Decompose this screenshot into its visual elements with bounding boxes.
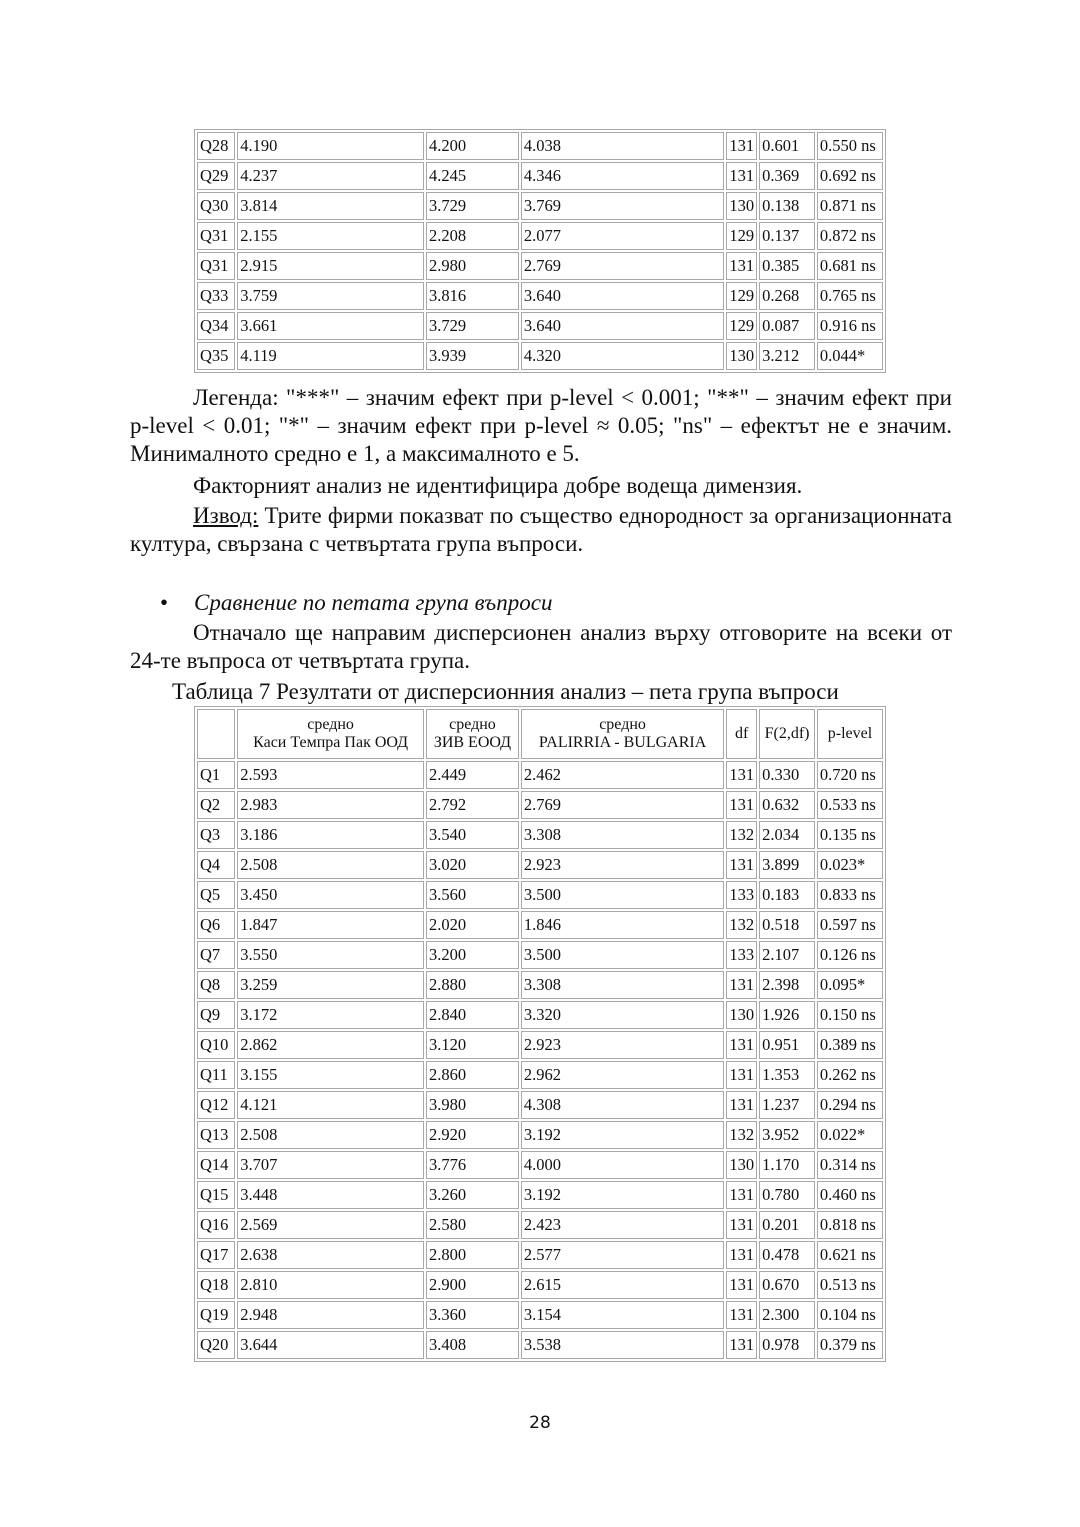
- company-3-cell: 3.500: [521, 881, 724, 909]
- table-row: [197, 1001, 883, 1029]
- f-cell: 0.268: [759, 282, 815, 310]
- df-cell: 131: [726, 761, 757, 789]
- company-1-cell: 2.569: [237, 1211, 424, 1239]
- company-3-cell: 3.769: [521, 192, 724, 220]
- company-3-cell: 2.462: [521, 761, 724, 789]
- company-1-cell: 3.450: [237, 881, 424, 909]
- company-2-cell: 3.020: [426, 851, 519, 879]
- results-table-group-5: [194, 706, 886, 1362]
- df-cell: 131: [726, 791, 757, 819]
- df-cell: 131: [726, 1211, 757, 1239]
- company-2-cell: 2.880: [426, 971, 519, 999]
- company-2-cell: 2.792: [426, 791, 519, 819]
- df-cell: 131: [726, 1331, 757, 1359]
- company-1-cell: 3.172: [237, 1001, 424, 1029]
- table-body: [197, 132, 883, 370]
- company-1-cell: 2.862: [237, 1031, 424, 1059]
- question-cell: Q7: [197, 941, 235, 969]
- df-cell: 130: [726, 342, 757, 370]
- company-2-cell: 3.260: [426, 1181, 519, 1209]
- p-level-cell: 0.126 ns: [817, 941, 883, 969]
- company-1-cell: 3.259: [237, 971, 424, 999]
- df-cell: 131: [726, 1271, 757, 1299]
- df-cell: 133: [726, 881, 757, 909]
- company-1-cell: 4.119: [237, 342, 424, 370]
- p-level-cell: 0.095*: [817, 971, 883, 999]
- f-cell: 1.170: [759, 1151, 815, 1179]
- df-cell: 131: [726, 1061, 757, 1089]
- table-row: [197, 132, 883, 160]
- df-cell: 131: [726, 851, 757, 879]
- p-level-cell: 0.513 ns: [817, 1271, 883, 1299]
- company-2-cell: 3.816: [426, 282, 519, 310]
- p-level-cell: 0.765 ns: [817, 282, 883, 310]
- company-1-cell: 3.814: [237, 192, 424, 220]
- company-3-cell: 2.962: [521, 1061, 724, 1089]
- company-1-cell: 2.983: [237, 791, 424, 819]
- f-cell: 0.978: [759, 1331, 815, 1359]
- company-2-cell: 4.200: [426, 132, 519, 160]
- company-2-cell: 3.120: [426, 1031, 519, 1059]
- company-2-cell: 4.245: [426, 162, 519, 190]
- table-row: [197, 342, 883, 370]
- company-2-cell: 3.776: [426, 1151, 519, 1179]
- question-cell: Q12: [197, 1091, 235, 1119]
- question-cell: Q16: [197, 1211, 235, 1239]
- df-cell: 130: [726, 192, 757, 220]
- conclusion-paragraph: [130, 502, 952, 558]
- f-cell: 2.034: [759, 821, 815, 849]
- p-level-cell: 0.916 ns: [817, 312, 883, 340]
- company-3-cell: 3.308: [521, 821, 724, 849]
- df-cell: 131: [726, 252, 757, 280]
- header-company-3-top: средно: [599, 716, 646, 733]
- p-level-cell: 0.379 ns: [817, 1331, 883, 1359]
- df-cell: 131: [726, 1091, 757, 1119]
- company-1-cell: 3.707: [237, 1151, 424, 1179]
- table-row: [197, 1181, 883, 1209]
- company-3-cell: 3.320: [521, 1001, 724, 1029]
- factor-analysis-paragraph: Факторният анализ не идентифицира добре водеща димензия.: [193, 473, 803, 498]
- company-3-cell: 3.308: [521, 971, 724, 999]
- intro-paragraph: Отначало ще направим дисперсионен анализ върху отговорите на всеки от 24-те въпроса от четвъртата група.: [130, 620, 952, 673]
- company-1-cell: 2.948: [237, 1301, 424, 1329]
- table-row: [197, 761, 883, 789]
- company-2-cell: 2.580: [426, 1211, 519, 1239]
- header-company-1-top: средно: [307, 716, 354, 733]
- question-cell: Q30: [197, 192, 235, 220]
- company-1-cell: 3.759: [237, 282, 424, 310]
- p-level-cell: 0.833 ns: [817, 881, 883, 909]
- legend-paragraph: Легенда: "***" – значим ефект при p-level < 0.001; "**" – значим ефект при p-level < 0.01; "*" – значим ефект при p-level ≈ 0.05; "ns" – ефектът не е значим. Минималното средно е 1, а максималното е 5.: [130, 385, 952, 466]
- question-cell: Q13: [197, 1121, 235, 1149]
- table-row: [197, 1121, 883, 1149]
- f-cell: 1.353: [759, 1061, 815, 1089]
- p-level-cell: 0.460 ns: [817, 1181, 883, 1209]
- company-1-cell: 2.915: [237, 252, 424, 280]
- company-1-cell: 3.448: [237, 1181, 424, 1209]
- company-3-cell: 2.769: [521, 252, 724, 280]
- f-cell: 0.478: [759, 1241, 815, 1269]
- f-cell: 0.385: [759, 252, 815, 280]
- question-cell: Q6: [197, 911, 235, 939]
- table-row: [197, 1211, 883, 1239]
- header-row: [197, 709, 883, 759]
- p-level-cell: 0.023*: [817, 851, 883, 879]
- question-cell: Q17: [197, 1241, 235, 1269]
- company-3-cell: 2.923: [521, 851, 724, 879]
- table-row: [197, 282, 883, 310]
- header-company-2: [426, 709, 519, 759]
- df-cell: 129: [726, 312, 757, 340]
- p-level-cell: 0.135 ns: [817, 821, 883, 849]
- p-level-cell: 0.389 ns: [817, 1031, 883, 1059]
- df-cell: 132: [726, 911, 757, 939]
- company-2-cell: 2.020: [426, 911, 519, 939]
- conclusion-label: Извод:: [193, 503, 259, 528]
- p-level-cell: 0.550 ns: [817, 132, 883, 160]
- f-cell: 2.398: [759, 971, 815, 999]
- header-f-statistic: F(2,df): [759, 709, 815, 759]
- results-table-continued: [194, 129, 886, 373]
- company-3-cell: 3.640: [521, 312, 724, 340]
- company-3-cell: 2.923: [521, 1031, 724, 1059]
- f-cell: 0.780: [759, 1181, 815, 1209]
- question-cell: Q14: [197, 1151, 235, 1179]
- f-cell: 0.138: [759, 192, 815, 220]
- p-level-cell: 0.022*: [817, 1121, 883, 1149]
- header-company-2-name: ЗИВ ЕООД: [433, 734, 512, 751]
- company-2-cell: 2.840: [426, 1001, 519, 1029]
- company-3-cell: 2.577: [521, 1241, 724, 1269]
- f-cell: 0.518: [759, 911, 815, 939]
- company-1-cell: 2.508: [237, 1121, 424, 1149]
- company-3-cell: 3.192: [521, 1121, 724, 1149]
- question-cell: Q4: [197, 851, 235, 879]
- f-cell: 0.369: [759, 162, 815, 190]
- table-row: [197, 851, 883, 879]
- company-1-cell: 4.121: [237, 1091, 424, 1119]
- df-cell: 132: [726, 1121, 757, 1149]
- table-row: [197, 192, 883, 220]
- company-2-cell: 3.200: [426, 941, 519, 969]
- company-2-cell: 3.980: [426, 1091, 519, 1119]
- df-cell: 133: [726, 941, 757, 969]
- p-level-cell: 0.681 ns: [817, 252, 883, 280]
- company-2-cell: 3.560: [426, 881, 519, 909]
- company-1-cell: 3.186: [237, 821, 424, 849]
- f-cell: 0.183: [759, 881, 815, 909]
- company-3-cell: 4.038: [521, 132, 724, 160]
- company-2-cell: 2.449: [426, 761, 519, 789]
- df-cell: 132: [726, 821, 757, 849]
- p-level-cell: 0.150 ns: [817, 1001, 883, 1029]
- table-row: [197, 1151, 883, 1179]
- company-2-cell: 3.729: [426, 192, 519, 220]
- company-3-cell: 3.500: [521, 941, 724, 969]
- question-cell: Q33: [197, 282, 235, 310]
- p-level-cell: 0.871 ns: [817, 192, 883, 220]
- table-row: [197, 1091, 883, 1119]
- p-level-cell: 0.044*: [817, 342, 883, 370]
- p-level-cell: 0.597 ns: [817, 911, 883, 939]
- header-company-1-name: Каси Темпра Пак ООД: [253, 734, 409, 751]
- question-cell: Q1: [197, 761, 235, 789]
- p-level-cell: 0.104 ns: [817, 1301, 883, 1329]
- table-row: [197, 1271, 883, 1299]
- f-cell: 0.632: [759, 791, 815, 819]
- company-3-cell: 4.000: [521, 1151, 724, 1179]
- header-p-level: p-level: [817, 709, 883, 759]
- table-row: [197, 1301, 883, 1329]
- df-cell: 129: [726, 222, 757, 250]
- table-row: [197, 821, 883, 849]
- company-1-cell: 4.190: [237, 132, 424, 160]
- f-cell: 2.300: [759, 1301, 815, 1329]
- company-3-cell: 3.640: [521, 282, 724, 310]
- company-1-cell: 4.237: [237, 162, 424, 190]
- company-1-cell: 3.644: [237, 1331, 424, 1359]
- df-cell: 131: [726, 1031, 757, 1059]
- company-3-cell: 2.077: [521, 222, 724, 250]
- question-cell: Q9: [197, 1001, 235, 1029]
- question-cell: Q19: [197, 1301, 235, 1329]
- df-cell: 131: [726, 1241, 757, 1269]
- f-cell: 0.137: [759, 222, 815, 250]
- df-cell: 131: [726, 132, 757, 160]
- section-heading: [160, 589, 552, 617]
- company-1-cell: 3.155: [237, 1061, 424, 1089]
- table-row: [197, 791, 883, 819]
- f-cell: 0.670: [759, 1271, 815, 1299]
- company-1-cell: 2.155: [237, 222, 424, 250]
- table-row: [197, 222, 883, 250]
- f-cell: 1.237: [759, 1091, 815, 1119]
- company-2-cell: 2.208: [426, 222, 519, 250]
- p-level-cell: 0.294 ns: [817, 1091, 883, 1119]
- company-2-cell: 3.939: [426, 342, 519, 370]
- company-2-cell: 3.540: [426, 821, 519, 849]
- bullet-icon: •: [160, 590, 169, 615]
- question-cell: Q3: [197, 821, 235, 849]
- table-header: [197, 709, 883, 759]
- df-cell: 131: [726, 1301, 757, 1329]
- header-df: df: [726, 709, 757, 759]
- page-number: 28: [529, 1413, 551, 1433]
- company-2-cell: 2.800: [426, 1241, 519, 1269]
- company-2-cell: 3.729: [426, 312, 519, 340]
- company-1-cell: 3.550: [237, 941, 424, 969]
- header-company-1: [237, 709, 424, 759]
- df-cell: 131: [726, 162, 757, 190]
- f-cell: 3.899: [759, 851, 815, 879]
- company-3-cell: 3.538: [521, 1331, 724, 1359]
- question-cell: Q18: [197, 1271, 235, 1299]
- company-3-cell: 3.192: [521, 1181, 724, 1209]
- table-body: [197, 761, 883, 1359]
- company-2-cell: 2.920: [426, 1121, 519, 1149]
- company-1-cell: 2.508: [237, 851, 424, 879]
- question-cell: Q31: [197, 252, 235, 280]
- header-company-3-name: PALIRRIA - BULGARIA: [538, 734, 707, 751]
- f-cell: 0.201: [759, 1211, 815, 1239]
- company-2-cell: 2.860: [426, 1061, 519, 1089]
- question-cell: Q5: [197, 881, 235, 909]
- header-question: [197, 709, 235, 759]
- company-2-cell: 3.360: [426, 1301, 519, 1329]
- section-heading-text: Сравнение по петата група въпроси: [194, 590, 553, 615]
- table-row: [197, 941, 883, 969]
- question-cell: Q34: [197, 312, 235, 340]
- company-2-cell: 3.408: [426, 1331, 519, 1359]
- company-1-cell: 2.810: [237, 1271, 424, 1299]
- table-row: [197, 1031, 883, 1059]
- f-cell: 1.926: [759, 1001, 815, 1029]
- p-level-cell: 0.621 ns: [817, 1241, 883, 1269]
- f-cell: 2.107: [759, 941, 815, 969]
- p-level-cell: 0.818 ns: [817, 1211, 883, 1239]
- f-cell: 0.601: [759, 132, 815, 160]
- f-cell: 3.212: [759, 342, 815, 370]
- question-cell: Q8: [197, 971, 235, 999]
- company-3-cell: 1.846: [521, 911, 724, 939]
- question-cell: Q11: [197, 1061, 235, 1089]
- company-3-cell: 2.769: [521, 791, 724, 819]
- question-cell: Q2: [197, 791, 235, 819]
- p-level-cell: 0.314 ns: [817, 1151, 883, 1179]
- company-3-cell: 4.320: [521, 342, 724, 370]
- question-cell: Q10: [197, 1031, 235, 1059]
- company-1-cell: 2.593: [237, 761, 424, 789]
- question-cell: Q31: [197, 222, 235, 250]
- p-level-cell: 0.872 ns: [817, 222, 883, 250]
- question-cell: Q15: [197, 1181, 235, 1209]
- header-company-2-top: средно: [449, 716, 496, 733]
- p-level-cell: 0.533 ns: [817, 791, 883, 819]
- df-cell: 130: [726, 1151, 757, 1179]
- f-cell: 0.951: [759, 1031, 815, 1059]
- df-cell: 130: [726, 1001, 757, 1029]
- company-3-cell: 2.615: [521, 1271, 724, 1299]
- table-row: [197, 1241, 883, 1269]
- company-3-cell: 3.154: [521, 1301, 724, 1329]
- f-cell: 3.952: [759, 1121, 815, 1149]
- company-2-cell: 2.980: [426, 252, 519, 280]
- table-row: [197, 312, 883, 340]
- table-row: [197, 971, 883, 999]
- conclusion-text: Трите фирми показват по същество еднородност за организационната култура, свързана с четвъртата група въпроси.: [130, 503, 952, 556]
- company-1-cell: 2.638: [237, 1241, 424, 1269]
- p-level-cell: 0.692 ns: [817, 162, 883, 190]
- header-company-3: [521, 709, 724, 759]
- company-3-cell: 2.423: [521, 1211, 724, 1239]
- company-1-cell: 1.847: [237, 911, 424, 939]
- table-row: [197, 252, 883, 280]
- df-cell: 131: [726, 971, 757, 999]
- company-1-cell: 3.661: [237, 312, 424, 340]
- question-cell: Q28: [197, 132, 235, 160]
- question-cell: Q35: [197, 342, 235, 370]
- table-row: [197, 162, 883, 190]
- company-2-cell: 2.900: [426, 1271, 519, 1299]
- f-cell: 0.087: [759, 312, 815, 340]
- df-cell: 129: [726, 282, 757, 310]
- question-cell: Q29: [197, 162, 235, 190]
- table-row: [197, 911, 883, 939]
- table-row: [197, 881, 883, 909]
- question-cell: Q20: [197, 1331, 235, 1359]
- p-level-cell: 0.720 ns: [817, 761, 883, 789]
- table-caption: Таблица 7 Резултати от дисперсионния анализ – пета група въпроси: [172, 679, 839, 704]
- table-row: [197, 1061, 883, 1089]
- df-cell: 131: [726, 1181, 757, 1209]
- company-3-cell: 4.346: [521, 162, 724, 190]
- f-cell: 0.330: [759, 761, 815, 789]
- company-3-cell: 4.308: [521, 1091, 724, 1119]
- table-row: [197, 1331, 883, 1359]
- p-level-cell: 0.262 ns: [817, 1061, 883, 1089]
